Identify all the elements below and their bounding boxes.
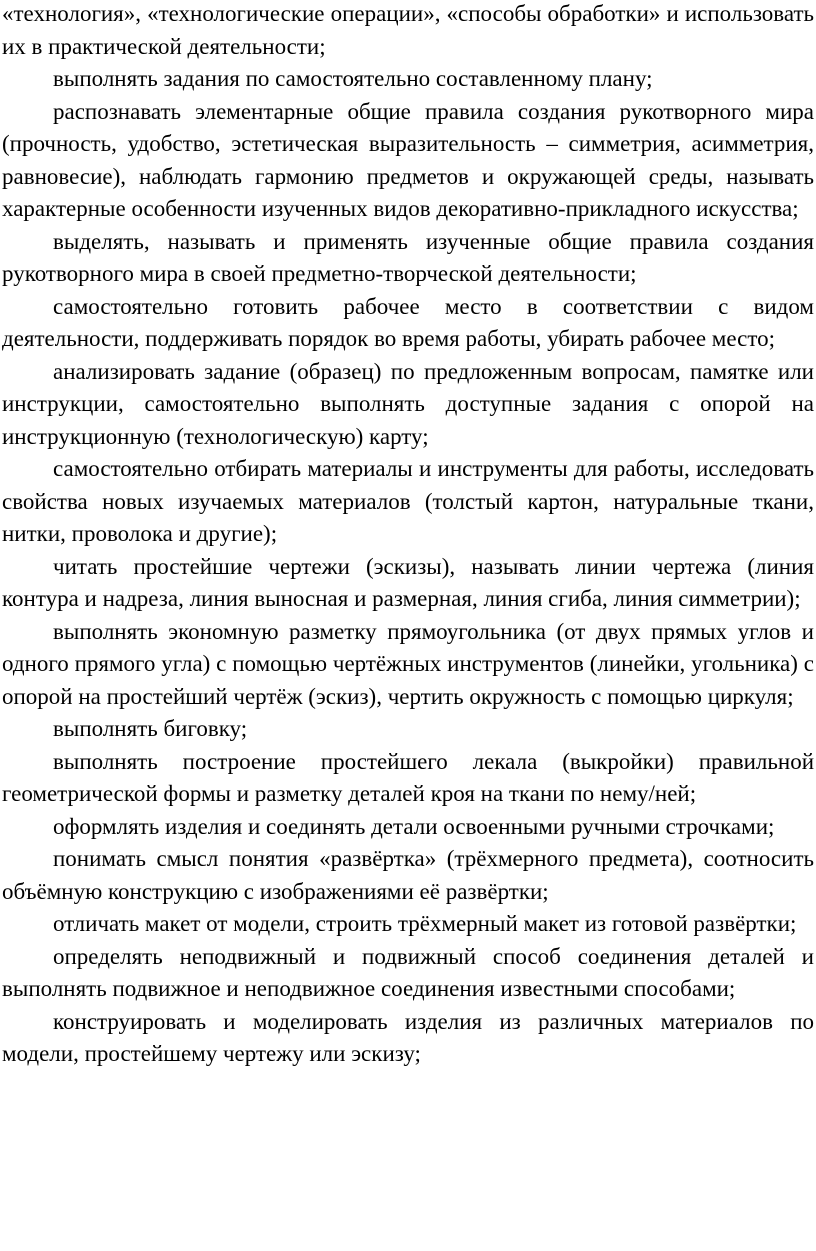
paragraph: выполнять задания по самостоятельно составленному плану; [53,66,653,91]
paragraph: распознавать элементарные общие правила создания рукотворного мира (прочность, удобство, эстетическая выразительность – симметрия, асимметрия, равновесие), наблюдать гармонию предметов и окружающей среды, называть характерные особенности изученных видов декоративно-прикладного искусства; [2,98,814,221]
paragraph: выделять, называть и применять изученные общие правила создания рукотворного мира в своей предметно-творческой деятельности; [2,228,814,286]
paragraph: самостоятельно готовить рабочее место в соответствии с видом деятельности, поддерживать порядок во время работы, убирать рабочее место; [2,293,814,351]
paragraph: понимать смысл понятия «развёртка» (трёхмерного предмета), соотносить объёмную конструкцию с изображениями её развёртки; [2,846,814,904]
paragraph: «технология», «технологические операции», «способы обработки» и использовать их в практической деятельности; [2,1,814,59]
paragraph: самостоятельно отбирать материалы и инструменты для работы, исследовать свойства новых изучаемых материалов (толстый картон, натуральные ткани, нитки, проволока и другие); [2,456,814,546]
paragraph: читать простейшие чертежи (эскизы), называть линии чертежа (линия контура и надреза, линия выносная и размерная, линия сгиба, линия симметрии); [2,553,814,611]
paragraph: выполнять построение простейшего лекала (выкройки) правильной геометрической формы и разметку деталей кроя на ткани по нему/ней; [2,748,814,806]
paragraph: оформлять изделия и соединять детали освоенными ручными строчками; [53,813,775,839]
paragraph: анализировать задание (образец) по предложенным вопросам, памятке или инструкции, самостоятельно выполнять доступные задания с опорой на инструкционную (технологическую) карту; [2,358,814,449]
paragraph: выполнять экономную разметку прямоугольника (от двух прямых углов и одного прямого угла) с помощью чертёжных инструментов (линейки, угольника) с опорой на простейший чертёж (эскиз), чертить окружность с помощью циркуля; [2,618,814,709]
paragraph: выполнять биговку; [53,716,248,741]
paragraph: определять неподвижный и подвижный способ соединения деталей и выполнять подвижное и неподвижное соединения известными способами; [2,943,814,1001]
paragraph: отличать макет от модели, строить трёхмерный макет из готовой развёртки; [53,911,797,936]
paragraph: конструировать и моделировать изделия из различных материалов по модели, простейшему чертежу или эскизу; [2,1008,814,1066]
